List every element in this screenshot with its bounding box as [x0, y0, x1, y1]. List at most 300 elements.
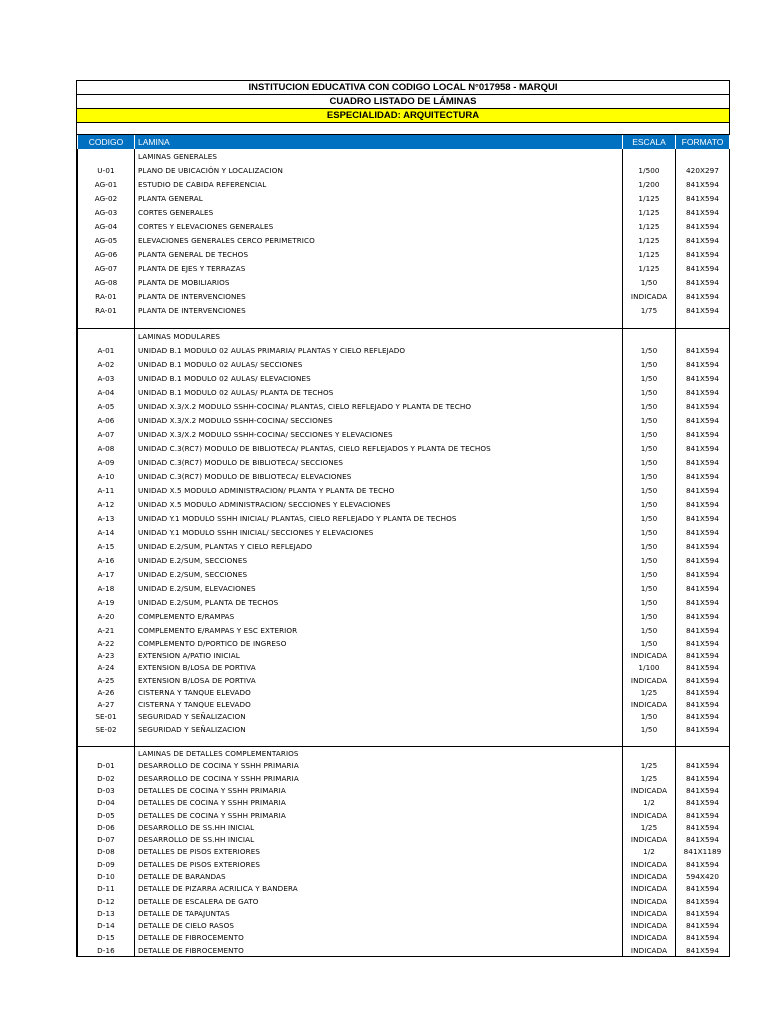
- cell-escala: 1/125: [623, 219, 676, 233]
- cell-codigo: A-27: [78, 698, 135, 710]
- cell-lamina: UNIDAD X.5 MODULO ADMINISTRACION/ PLANTA Y PLANTA DE TECHO: [135, 483, 623, 497]
- cell-lamina: UNIDAD C.3(RC7) MODULO DE BIBLIOTECA/ PLANTAS, CIELO REFLEJADOS Y PLANTA DE TECHOS: [135, 441, 623, 455]
- cell-lamina: DETALLES DE COCINA Y SSHH PRIMARIA: [135, 809, 623, 821]
- cell-escala: 1/2: [623, 846, 676, 858]
- cell-formato: 841X594: [676, 247, 730, 261]
- cell-escala: 1/125: [623, 247, 676, 261]
- table-row: [78, 205, 730, 219]
- table-row: [78, 581, 730, 595]
- cell-codigo: AG-04: [78, 219, 135, 233]
- cell-formato: 841X594: [676, 441, 730, 455]
- cell-codigo: U-01: [78, 163, 135, 177]
- cell-formato: 841X594: [676, 385, 730, 399]
- cell-codigo: [78, 329, 135, 344]
- cell-codigo: D-15: [78, 932, 135, 944]
- cell-escala: INDICADA: [623, 674, 676, 686]
- table-row: [78, 846, 730, 858]
- cell-codigo: A-20: [78, 609, 135, 623]
- cell-lamina: PLANO DE UBICACIÓN Y LOCALIZACION: [135, 163, 623, 177]
- cell-escala: INDICADA: [623, 784, 676, 796]
- cell-codigo: D-06: [78, 821, 135, 833]
- cell-escala: 1/2: [623, 797, 676, 809]
- table-row: [78, 329, 730, 344]
- table-row: [78, 595, 730, 609]
- cell-lamina: UNIDAD B.1 MODULO 02 AULAS/ SECCIONES: [135, 357, 623, 371]
- table-row: [78, 883, 730, 895]
- cell-escala: 1/50: [623, 455, 676, 469]
- column-header-codigo: CODIGO: [78, 135, 135, 149]
- cell-formato: 841X594: [676, 469, 730, 483]
- cell-formato: 841X594: [676, 205, 730, 219]
- table-row: [78, 261, 730, 275]
- table-row: [78, 797, 730, 809]
- cell-escala: 1/200: [623, 177, 676, 191]
- cell-formato: 841X594: [676, 649, 730, 661]
- cell-escala: INDICADA: [623, 649, 676, 661]
- table-row: [78, 469, 730, 483]
- cell-lamina: DETALLES DE COCINA Y SSHH PRIMARIA: [135, 784, 623, 796]
- cell-formato: 841X594: [676, 539, 730, 553]
- table-row: [78, 944, 730, 956]
- cell-lamina: DESARROLLO DE COCINA Y SSHH PRIMARIA: [135, 772, 623, 784]
- cell-codigo: [78, 735, 135, 747]
- cell-codigo: D-03: [78, 784, 135, 796]
- cell-escala: 1/50: [623, 385, 676, 399]
- cell-escala: 1/50: [623, 497, 676, 511]
- cell-codigo: A-25: [78, 674, 135, 686]
- cell-lamina: UNIDAD X.5 MODULO ADMINISTRACION/ SECCIONES Y ELEVACIONES: [135, 497, 623, 511]
- table-row: [78, 247, 730, 261]
- cell-lamina: UNIDAD E.2/SUM, ELEVACIONES: [135, 581, 623, 595]
- cell-codigo: A-01: [78, 343, 135, 357]
- table-row: [78, 455, 730, 469]
- cell-lamina: SEGURIDAD Y SEÑALIZACION: [135, 723, 623, 735]
- cell-escala: 1/125: [623, 261, 676, 275]
- cell-formato: 841X594: [676, 567, 730, 581]
- cell-lamina: COMPLEMENTO E/RAMPAS Y ESC EXTERIOR: [135, 623, 623, 637]
- cell-lamina: UNIDAD Y.1 MODULO SSHH INICIAL/ PLANTAS, CIELO REFLEJADO Y PLANTA DE TECHOS: [135, 511, 623, 525]
- cell-escala: INDICADA: [623, 883, 676, 895]
- cell-formato: 841X594: [676, 674, 730, 686]
- cell-formato: 841X594: [676, 455, 730, 469]
- cell-formato: 841X594: [676, 662, 730, 674]
- cell-formato: 841X594: [676, 883, 730, 895]
- table-row: [78, 674, 730, 686]
- cell-codigo: A-05: [78, 399, 135, 413]
- cell-lamina: DESARROLLO DE SS.HH INICIAL: [135, 821, 623, 833]
- cell-formato: 841X594: [676, 711, 730, 723]
- cell-codigo: A-17: [78, 567, 135, 581]
- cell-formato: 841X594: [676, 760, 730, 772]
- cell-formato: 841X594: [676, 289, 730, 303]
- cell-codigo: A-12: [78, 497, 135, 511]
- cell-codigo: A-16: [78, 553, 135, 567]
- cell-escala: 1/50: [623, 609, 676, 623]
- table-row: [78, 662, 730, 674]
- cell-lamina: UNIDAD B.1 MODULO 02 AULAS/ ELEVACIONES: [135, 371, 623, 385]
- table-row: [78, 760, 730, 772]
- cell-escala: INDICADA: [623, 809, 676, 821]
- table-row: [78, 219, 730, 233]
- cell-lamina: COMPLEMENTO E/RAMPAS: [135, 609, 623, 623]
- cell-lamina: PLANTA GENERAL DE TECHOS: [135, 247, 623, 261]
- cell-codigo: A-04: [78, 385, 135, 399]
- cell-lamina: CISTERNA Y TANQUE ELEVADO: [135, 686, 623, 698]
- cell-escala: 1/125: [623, 205, 676, 219]
- cell-formato: 841X594: [676, 932, 730, 944]
- table-row: [78, 343, 730, 357]
- cell-escala: INDICADA: [623, 920, 676, 932]
- cell-escala: INDICADA: [623, 907, 676, 919]
- cell-codigo: A-08: [78, 441, 135, 455]
- cell-formato: 841X594: [676, 553, 730, 567]
- cell-codigo: D-05: [78, 809, 135, 821]
- cell-codigo: A-11: [78, 483, 135, 497]
- cell-codigo: AG-08: [78, 275, 135, 289]
- cell-formato: [676, 329, 730, 344]
- cell-formato: 841X594: [676, 723, 730, 735]
- cell-codigo: D-09: [78, 858, 135, 870]
- cell-codigo: D-02: [78, 772, 135, 784]
- table-row: [78, 907, 730, 919]
- table-row: [78, 637, 730, 649]
- table-row: [78, 483, 730, 497]
- cell-codigo: RA-01: [78, 289, 135, 303]
- cell-formato: 841X594: [676, 944, 730, 956]
- cell-formato: 841X594: [676, 343, 730, 357]
- table-row: [78, 525, 730, 539]
- column-header-formato: FORMATO: [676, 135, 730, 149]
- table-row: [78, 163, 730, 177]
- cell-lamina: CISTERNA Y TANQUE ELEVADO: [135, 698, 623, 710]
- table-row: [78, 686, 730, 698]
- cell-formato: 841X594: [676, 920, 730, 932]
- cell-codigo: A-19: [78, 595, 135, 609]
- cell-formato: 841X594: [676, 581, 730, 595]
- separator-row: [78, 735, 730, 747]
- cell-lamina: COMPLEMENTO D/PORTICO DE INGRESO: [135, 637, 623, 649]
- cell-lamina: UNIDAD X.3/X.2 MODULO SSHH-COCINA/ SECCIONES: [135, 413, 623, 427]
- table-row: [78, 821, 730, 833]
- cell-escala: 1/25: [623, 686, 676, 698]
- cell-formato: 841X594: [676, 275, 730, 289]
- cell-codigo: A-06: [78, 413, 135, 427]
- cell-lamina: PLANTA DE MOBILIARIOS: [135, 275, 623, 289]
- cell-lamina: UNIDAD X.3/X.2 MODULO SSHH-COCINA/ SECCIONES Y ELEVACIONES: [135, 427, 623, 441]
- cell-lamina: EXTENSION B/LOSA DE PORTIVA: [135, 662, 623, 674]
- cell-codigo: RA-01: [78, 303, 135, 317]
- list-title: CUADRO LISTADO DE LÁMINAS: [77, 95, 729, 109]
- table-row: [78, 772, 730, 784]
- cell-codigo: [78, 317, 135, 329]
- cell-escala: 1/50: [623, 511, 676, 525]
- cell-lamina: DESARROLLO DE SS.HH INICIAL: [135, 833, 623, 845]
- cell-lamina: UNIDAD X.3/X.2 MODULO SSHH-COCINA/ PLANTAS, CIELO REFLEJADO Y PLANTA DE TECHO: [135, 399, 623, 413]
- blank-row: [77, 123, 729, 135]
- cell-escala: 1/50: [623, 343, 676, 357]
- table-row: [78, 698, 730, 710]
- cell-formato: 841X594: [676, 427, 730, 441]
- cell-codigo: A-13: [78, 511, 135, 525]
- cell-escala: 1/50: [623, 525, 676, 539]
- cell-codigo: A-23: [78, 649, 135, 661]
- cell-codigo: A-09: [78, 455, 135, 469]
- cell-formato: 841X594: [676, 261, 730, 275]
- table-row: [78, 385, 730, 399]
- cell-formato: 420X297: [676, 163, 730, 177]
- cell-escala: 1/50: [623, 357, 676, 371]
- cell-escala: 1/50: [623, 567, 676, 581]
- cell-lamina: UNIDAD E.2/SUM, PLANTA DE TECHOS: [135, 595, 623, 609]
- cell-lamina: PLANTA DE INTERVENCIONES: [135, 289, 623, 303]
- cell-formato: 841X1189: [676, 846, 730, 858]
- cell-formato: 841X594: [676, 413, 730, 427]
- cell-lamina: LAMINAS GENERALES: [135, 149, 623, 163]
- cell-escala: INDICADA: [623, 944, 676, 956]
- column-header-lamina: LAMINA: [135, 135, 623, 149]
- cell-codigo: A-18: [78, 581, 135, 595]
- table-row: [78, 920, 730, 932]
- table-row: [78, 497, 730, 511]
- cell-lamina: DETALLE DE BARANDAS: [135, 870, 623, 882]
- cell-formato: 841X594: [676, 497, 730, 511]
- cell-codigo: AG-01: [78, 177, 135, 191]
- cell-escala: 1/50: [623, 441, 676, 455]
- table-body: [78, 149, 730, 956]
- cell-formato: 841X594: [676, 895, 730, 907]
- cell-formato: 841X594: [676, 233, 730, 247]
- cell-escala: 1/50: [623, 637, 676, 649]
- cell-escala: 1/50: [623, 595, 676, 609]
- cell-escala: 1/25: [623, 760, 676, 772]
- cell-codigo: [78, 149, 135, 163]
- cell-lamina: DETALLES DE PISOS EXTERIORES: [135, 846, 623, 858]
- cell-lamina: [135, 735, 623, 747]
- cell-codigo: A-22: [78, 637, 135, 649]
- table-row: [78, 399, 730, 413]
- cell-lamina: UNIDAD B.1 MODULO 02 AULAS/ PLANTA DE TECHOS: [135, 385, 623, 399]
- table-row: [78, 149, 730, 163]
- table-row: [78, 895, 730, 907]
- cell-lamina: DETALLE DE CIELO RASOS: [135, 920, 623, 932]
- cell-escala: [623, 747, 676, 760]
- cell-formato: 841X594: [676, 784, 730, 796]
- cell-escala: 1/50: [623, 723, 676, 735]
- table-row: [78, 539, 730, 553]
- cell-codigo: A-02: [78, 357, 135, 371]
- cell-formato: 841X594: [676, 772, 730, 784]
- table-row: [78, 623, 730, 637]
- cell-escala: INDICADA: [623, 932, 676, 944]
- cell-lamina: UNIDAD B.1 MODULO 02 AULAS PRIMARIA/ PLANTAS Y CIELO REFLEJADO: [135, 343, 623, 357]
- table-header-row: [78, 135, 730, 149]
- cell-codigo: AG-02: [78, 191, 135, 205]
- table-row: [78, 833, 730, 845]
- cell-codigo: D-07: [78, 833, 135, 845]
- cell-codigo: D-11: [78, 883, 135, 895]
- cell-lamina: PLANTA DE INTERVENCIONES: [135, 303, 623, 317]
- cell-lamina: EXTENSION A/PATIO INICIAL: [135, 649, 623, 661]
- cell-formato: [676, 149, 730, 163]
- cell-escala: INDICADA: [623, 895, 676, 907]
- cell-formato: 841X594: [676, 177, 730, 191]
- cell-lamina: DETALLES DE PISOS EXTERIORES: [135, 858, 623, 870]
- cell-lamina: LAMINAS MODULARES: [135, 329, 623, 344]
- cell-escala: 1/25: [623, 772, 676, 784]
- table-row: [78, 809, 730, 821]
- cell-escala: 1/50: [623, 413, 676, 427]
- table-row: [78, 441, 730, 455]
- cell-escala: 1/50: [623, 469, 676, 483]
- cell-codigo: SE-01: [78, 711, 135, 723]
- cell-escala: [623, 149, 676, 163]
- cell-lamina: DETALLES DE COCINA Y SSHH PRIMARIA: [135, 797, 623, 809]
- cell-escala: 1/50: [623, 483, 676, 497]
- cell-formato: 841X594: [676, 821, 730, 833]
- table-row: [78, 723, 730, 735]
- cell-escala: INDICADA: [623, 870, 676, 882]
- cell-lamina: CORTES Y ELEVACIONES GENERALES: [135, 219, 623, 233]
- cell-codigo: D-14: [78, 920, 135, 932]
- cell-formato: 841X594: [676, 357, 730, 371]
- table-row: [78, 177, 730, 191]
- cell-lamina: UNIDAD C.3(RC7) MODULO DE BIBLIOTECA/ SECCIONES: [135, 455, 623, 469]
- cell-formato: 841X594: [676, 833, 730, 845]
- cell-lamina: ELEVACIONES GENERALES CERCO PERIMETRICO: [135, 233, 623, 247]
- table-row: [78, 371, 730, 385]
- cell-escala: 1/50: [623, 623, 676, 637]
- cell-codigo: D-10: [78, 870, 135, 882]
- specialty-title: ESPECIALIDAD: ARQUITECTURA: [77, 109, 729, 123]
- cell-escala: 1/50: [623, 539, 676, 553]
- cell-formato: 841X594: [676, 698, 730, 710]
- cell-formato: 841X594: [676, 609, 730, 623]
- cell-lamina: DETALLE DE TAPAJUNTAS: [135, 907, 623, 919]
- cell-escala: 1/100: [623, 662, 676, 674]
- table-row: [78, 233, 730, 247]
- table-row: [78, 784, 730, 796]
- table-row: [78, 275, 730, 289]
- cell-formato: 841X594: [676, 797, 730, 809]
- table-row: [78, 567, 730, 581]
- cell-codigo: D-13: [78, 907, 135, 919]
- cell-escala: [623, 317, 676, 329]
- cell-lamina: CORTES GENERALES: [135, 205, 623, 219]
- cell-formato: 841X594: [676, 637, 730, 649]
- cell-escala: 1/50: [623, 371, 676, 385]
- table-row: [78, 303, 730, 317]
- cell-codigo: A-26: [78, 686, 135, 698]
- cell-formato: 841X594: [676, 191, 730, 205]
- cell-formato: 841X594: [676, 907, 730, 919]
- separator-row: [78, 317, 730, 329]
- cell-formato: 841X594: [676, 686, 730, 698]
- cell-lamina: ESTUDIO DE CABIDA REFERENCIAL: [135, 177, 623, 191]
- cell-lamina: UNIDAD E.2/SUM, SECCIONES: [135, 567, 623, 581]
- cell-lamina: DETALLE DE ESCALERA DE GATO: [135, 895, 623, 907]
- cell-formato: [676, 747, 730, 760]
- cell-lamina: SEGURIDAD Y SEÑALIZACION: [135, 711, 623, 723]
- table-row: [78, 511, 730, 525]
- cell-lamina: UNIDAD C.3(RC7) MODULO DE BIBLIOTECA/ ELEVACIONES: [135, 469, 623, 483]
- laminas-sheet: [76, 80, 730, 957]
- cell-codigo: SE-02: [78, 723, 135, 735]
- cell-codigo: D-12: [78, 895, 135, 907]
- cell-escala: 1/50: [623, 275, 676, 289]
- cell-formato: 841X594: [676, 511, 730, 525]
- cell-lamina: LAMINAS DE DETALLES COMPLEMENTARIOS: [135, 747, 623, 760]
- cell-formato: 841X594: [676, 399, 730, 413]
- table-row: [78, 427, 730, 441]
- cell-formato: 841X594: [676, 858, 730, 870]
- cell-escala: 1/500: [623, 163, 676, 177]
- cell-codigo: A-21: [78, 623, 135, 637]
- cell-codigo: A-15: [78, 539, 135, 553]
- cell-escala: 1/25: [623, 821, 676, 833]
- cell-escala: 1/125: [623, 191, 676, 205]
- cell-codigo: D-08: [78, 846, 135, 858]
- table-row: [78, 858, 730, 870]
- cell-escala: 1/50: [623, 711, 676, 723]
- cell-escala: 1/50: [623, 427, 676, 441]
- cell-formato: 841X594: [676, 623, 730, 637]
- table-row: [78, 413, 730, 427]
- cell-formato: 594X420: [676, 870, 730, 882]
- cell-lamina: UNIDAD E.2/SUM, PLANTAS Y CIELO REFLEJADO: [135, 539, 623, 553]
- cell-formato: 841X594: [676, 303, 730, 317]
- table-row: [78, 289, 730, 303]
- cell-escala: 1/75: [623, 303, 676, 317]
- cell-lamina: PLANTA GENERAL: [135, 191, 623, 205]
- cell-codigo: A-07: [78, 427, 135, 441]
- cell-formato: 841X594: [676, 371, 730, 385]
- cell-formato: [676, 735, 730, 747]
- cell-formato: 841X594: [676, 219, 730, 233]
- laminas-table: [77, 135, 730, 956]
- cell-codigo: A-14: [78, 525, 135, 539]
- cell-lamina: DESARROLLO DE COCINA Y SSHH PRIMARIA: [135, 760, 623, 772]
- cell-escala: [623, 735, 676, 747]
- cell-formato: 841X594: [676, 525, 730, 539]
- table-row: [78, 711, 730, 723]
- table-row: [78, 191, 730, 205]
- cell-escala: 1/125: [623, 233, 676, 247]
- table-row: [78, 649, 730, 661]
- cell-codigo: A-24: [78, 662, 135, 674]
- cell-codigo: AG-05: [78, 233, 135, 247]
- cell-lamina: DETALLE DE PIZARRA ACRILICA Y BANDERA: [135, 883, 623, 895]
- cell-codigo: D-16: [78, 944, 135, 956]
- table-row: [78, 747, 730, 760]
- institution-title: INSTITUCION EDUCATIVA CON CODIGO LOCAL N°017958 - MARQUI: [77, 81, 729, 95]
- cell-formato: 841X594: [676, 809, 730, 821]
- cell-codigo: AG-07: [78, 261, 135, 275]
- cell-lamina: UNIDAD Y.1 MODULO SSHH INICIAL/ SECCIONES Y ELEVACIONES: [135, 525, 623, 539]
- cell-formato: [676, 317, 730, 329]
- cell-lamina: EXTENSION B/LOSA DE PORTIVA: [135, 674, 623, 686]
- cell-lamina: DETALLE DE FIBROCEMENTO: [135, 944, 623, 956]
- cell-codigo: AG-06: [78, 247, 135, 261]
- cell-escala: [623, 329, 676, 344]
- cell-codigo: A-10: [78, 469, 135, 483]
- cell-codigo: A-03: [78, 371, 135, 385]
- cell-escala: INDICADA: [623, 698, 676, 710]
- cell-codigo: D-04: [78, 797, 135, 809]
- table-row: [78, 870, 730, 882]
- cell-escala: 1/50: [623, 581, 676, 595]
- cell-escala: INDICADA: [623, 289, 676, 303]
- cell-formato: 841X594: [676, 483, 730, 497]
